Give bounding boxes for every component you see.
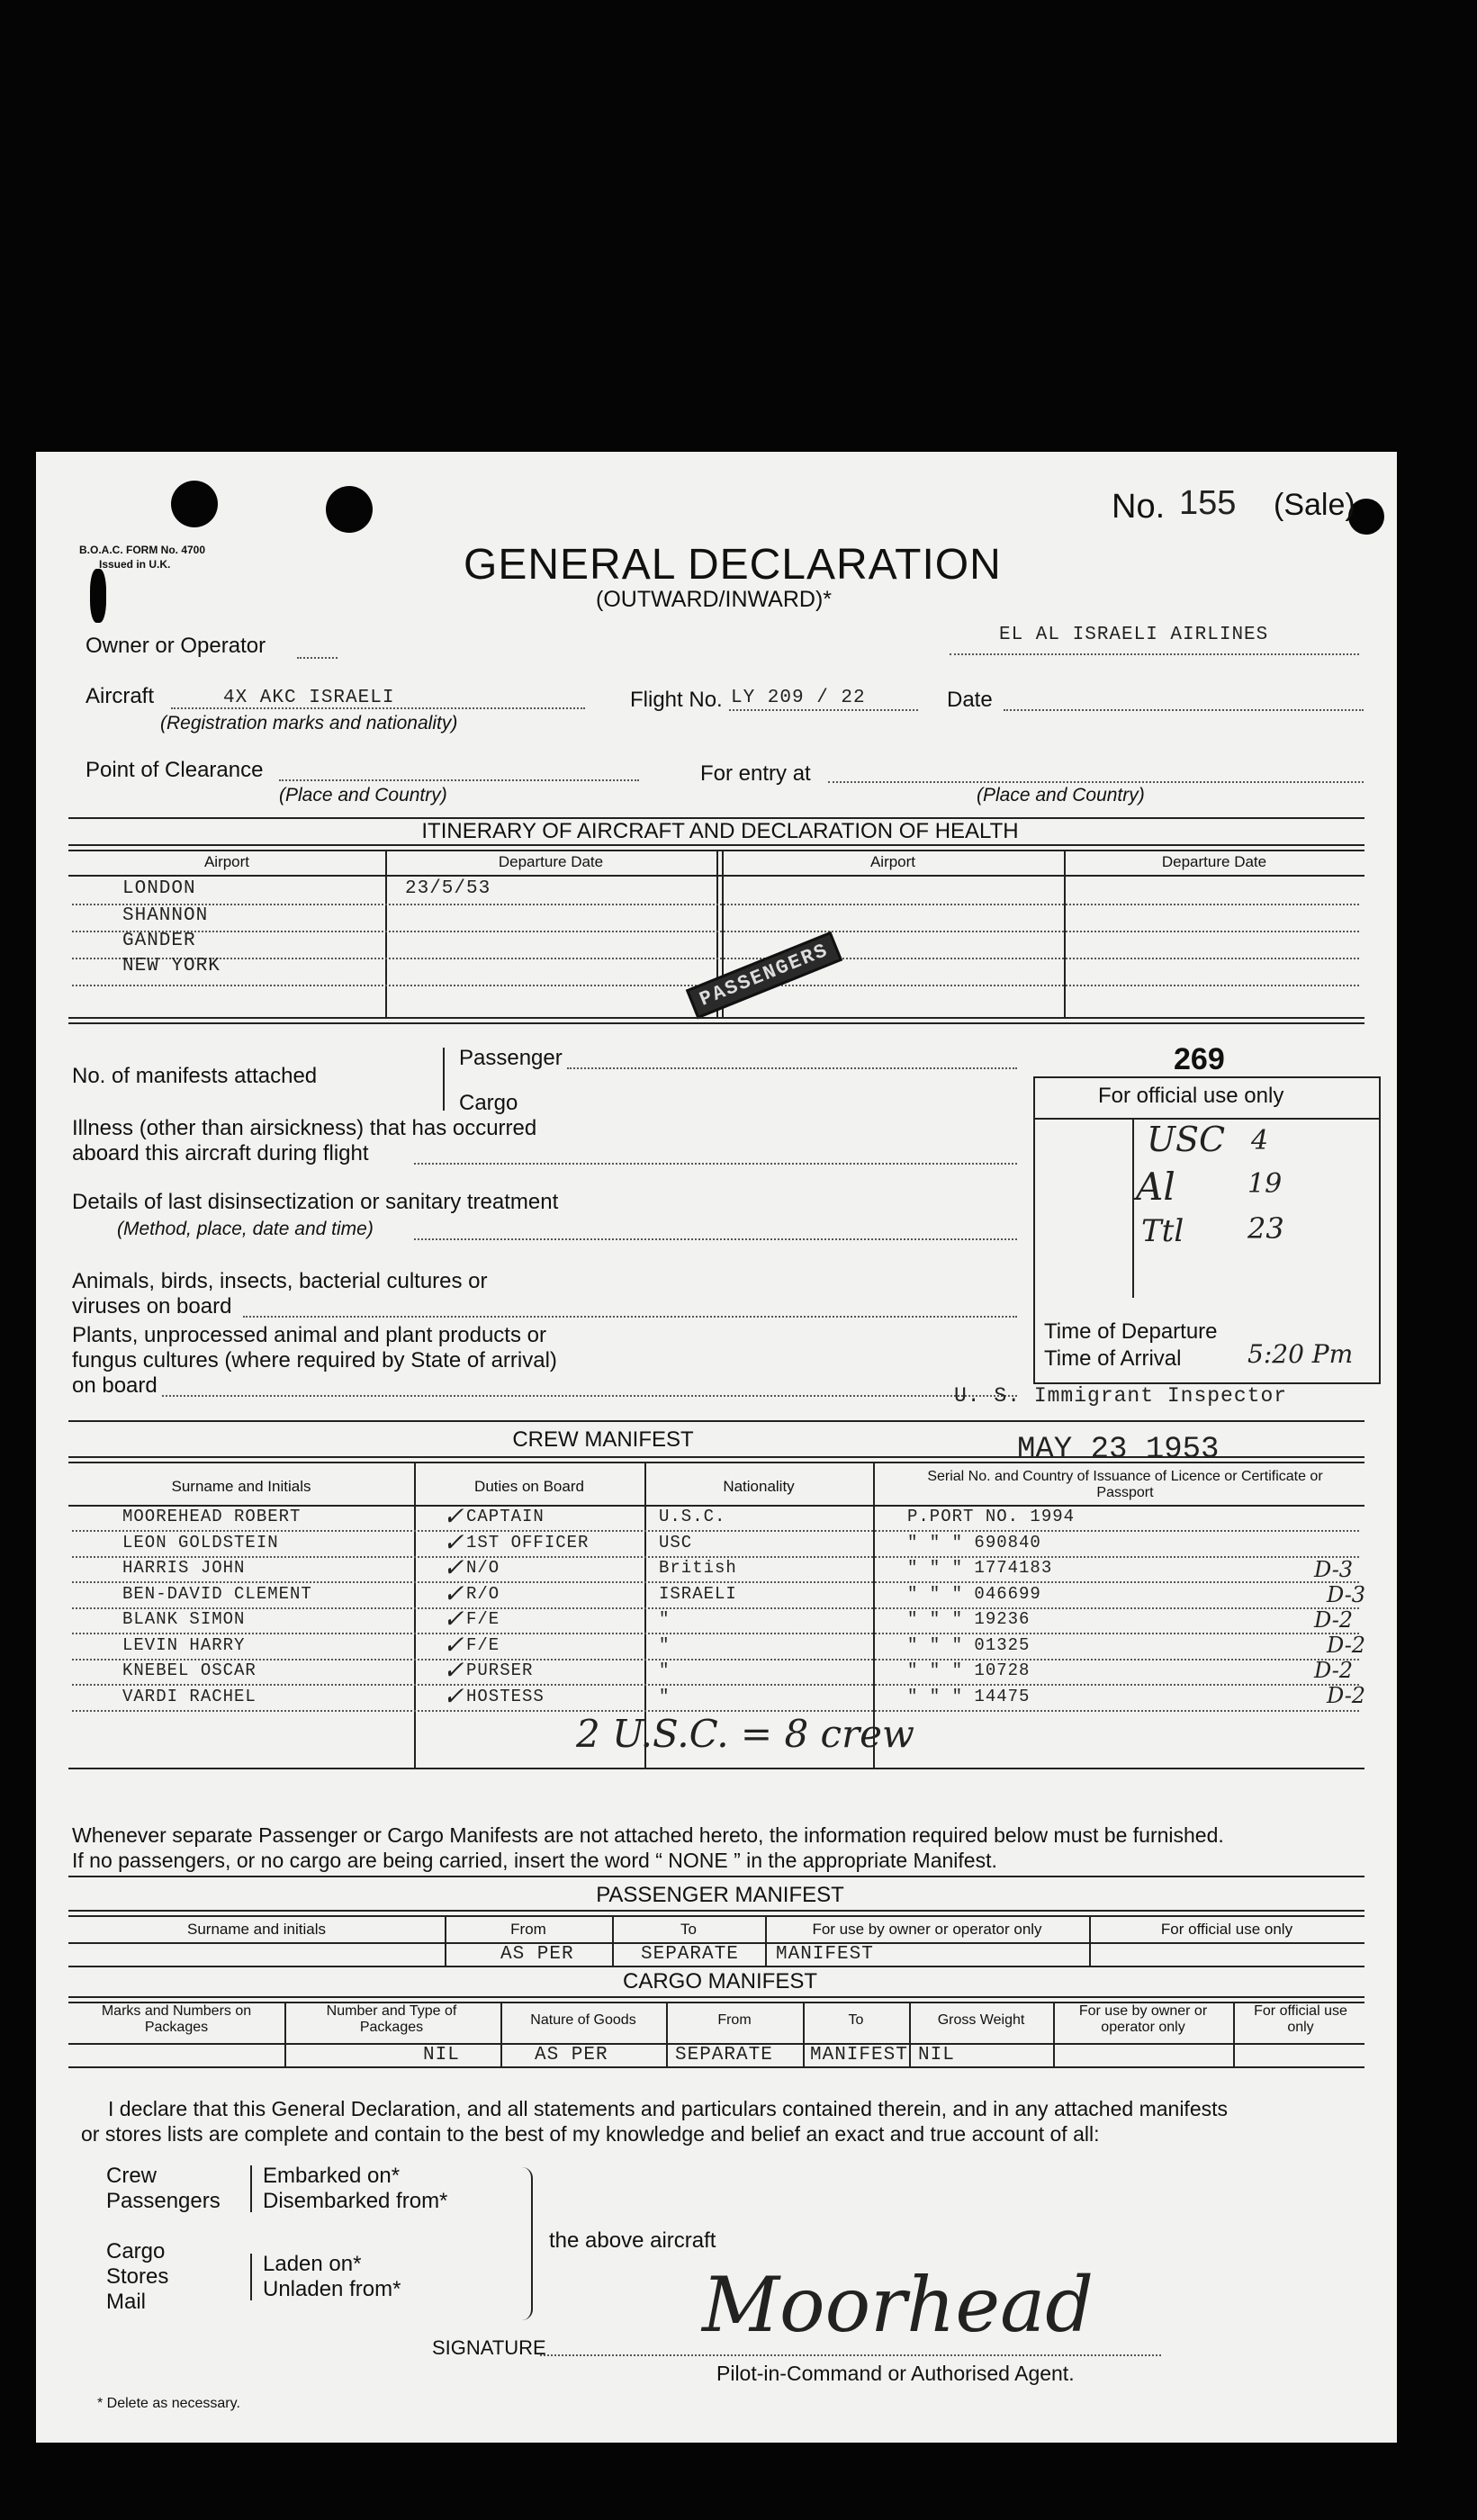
inspector-stamp: U. S. Immigrant Inspector bbox=[954, 1384, 1288, 1408]
cargo-count-label: Cargo bbox=[459, 1091, 518, 1115]
crew-name: KNEBEL OSCAR bbox=[122, 1660, 257, 1680]
signature-label: SIGNATURE bbox=[432, 2336, 546, 2359]
form-code: B.O.A.C. FORM No. 4700 bbox=[79, 544, 206, 556]
torn-corner-mark bbox=[90, 569, 106, 623]
crew-licence: " " " 19236 bbox=[907, 1609, 1031, 1629]
crew-row-line bbox=[72, 1684, 1359, 1686]
official-number: 269 bbox=[1174, 1042, 1225, 1076]
crew-nationality: " bbox=[659, 1634, 671, 1655]
crew-licence: " " " 690840 bbox=[907, 1532, 1041, 1552]
declaration-crew: Crew bbox=[106, 2164, 158, 2188]
notice-line-1: Whenever separate Passenger or Cargo Manifests are not attached hereto, the information required below must be furnished. bbox=[72, 1823, 1224, 1847]
cargo-value-weight: NIL bbox=[918, 2045, 955, 2066]
check-mark-icon: ✓ bbox=[443, 1655, 464, 1685]
crew-duty: CAPTAIN bbox=[466, 1507, 545, 1526]
declaration-cargo: Cargo bbox=[106, 2239, 166, 2264]
crew-licence: " " " 1774183 bbox=[907, 1558, 1053, 1578]
itinerary-airport-3: GANDER bbox=[122, 931, 196, 951]
form-subtitle: (OUTWARD/INWARD)* bbox=[596, 587, 832, 612]
cargo-header-weight: Gross Weight bbox=[937, 2012, 1025, 2028]
crew-name: LEVIN HARRY bbox=[122, 1634, 246, 1655]
clearance-line bbox=[279, 779, 639, 781]
itinerary-airport-2: SHANNON bbox=[122, 905, 209, 926]
declaration-embarked: Embarked on* bbox=[263, 2164, 401, 2188]
passenger-value-2: SEPARATE bbox=[641, 1944, 739, 1965]
owner-label: Owner or Operator bbox=[86, 634, 266, 658]
declaration-passengers: Passengers bbox=[106, 2189, 221, 2213]
crew-row-line bbox=[72, 1633, 1359, 1634]
itinerary-header-date-2: Departure Date bbox=[1161, 853, 1267, 870]
declaration-laden: Laden on* bbox=[263, 2252, 362, 2276]
crew-duty: F/E bbox=[466, 1609, 500, 1629]
official-num-1: 4 bbox=[1251, 1125, 1269, 1156]
crew-licence: " " " 01325 bbox=[907, 1634, 1031, 1655]
declaration-form bbox=[36, 452, 1397, 2443]
punch-hole-left bbox=[171, 481, 218, 527]
side-mark: D-2 bbox=[1327, 1683, 1366, 1708]
aircraft-value: 4X AKC ISRAELI bbox=[223, 688, 395, 708]
check-mark-icon: ✓ bbox=[443, 1629, 464, 1660]
crew-nationality: USC bbox=[659, 1532, 693, 1552]
cargo-value-3: MANIFEST bbox=[810, 2045, 908, 2066]
crew-licence: " " " 10728 bbox=[907, 1660, 1031, 1680]
passenger-header-to: To bbox=[680, 1921, 697, 1938]
crew-duty: R/O bbox=[466, 1583, 500, 1604]
time-of-arrival-value: 5:20 Pm bbox=[1247, 1339, 1354, 1369]
cargo-header-to: To bbox=[848, 2012, 864, 2028]
side-mark: D-3 bbox=[1327, 1582, 1366, 1607]
crew-duty: 1ST OFFICER bbox=[466, 1532, 590, 1552]
crew-licence: " " " 046699 bbox=[907, 1583, 1041, 1604]
crew-nationality: " bbox=[659, 1686, 671, 1706]
crew-licence: P.PORT NO. 1994 bbox=[907, 1507, 1076, 1526]
form-number-value: 155 bbox=[1179, 484, 1237, 522]
declaration-disembarked: Disembarked from* bbox=[263, 2189, 448, 2213]
official-num-3: 23 bbox=[1247, 1211, 1284, 1246]
passengers-stamp bbox=[686, 932, 842, 1020]
declaration-stores: Stores bbox=[106, 2264, 169, 2289]
declaration-above-aircraft: the above aircraft bbox=[549, 2228, 716, 2253]
animals-line bbox=[243, 1316, 1017, 1318]
crew-row-line bbox=[72, 1659, 1359, 1660]
form-number-label: No. bbox=[1112, 488, 1166, 526]
pilot-signature: Moorhead bbox=[702, 2261, 1094, 2349]
crew-duty: PURSER bbox=[466, 1660, 534, 1680]
passenger-count-label: Passenger bbox=[459, 1046, 563, 1070]
side-mark: D-2 bbox=[1327, 1633, 1366, 1658]
clearance-label: Point of Clearance bbox=[86, 758, 264, 782]
signature-line bbox=[540, 2354, 1161, 2356]
flight-value: LY 209 / 22 bbox=[731, 688, 866, 708]
time-of-arrival-label: Time of Arrival bbox=[1044, 1346, 1182, 1371]
illness-line bbox=[414, 1163, 1017, 1165]
flight-line bbox=[729, 709, 918, 711]
passenger-header-from: From bbox=[510, 1921, 546, 1938]
crew-nationality: U.S.C. bbox=[659, 1507, 726, 1526]
check-mark-icon: ✓ bbox=[443, 1526, 464, 1557]
clearance-note: (Place and Country) bbox=[279, 785, 447, 806]
itinerary-airport-1: LONDON bbox=[122, 878, 196, 899]
crew-handnote: 2 U.S.C. = 8 crew bbox=[576, 1712, 914, 1756]
notice-line-2: If no passengers, or no cargo are being carried, insert the word “ NONE ” in the appropriate Manifest. bbox=[72, 1849, 997, 1872]
disinsect-line bbox=[414, 1238, 1017, 1240]
crew-name: MOOREHEAD ROBERT bbox=[122, 1507, 302, 1526]
manifests-brace bbox=[443, 1048, 454, 1111]
declaration-unladen: Unladen from* bbox=[263, 2277, 401, 2301]
cargo-header-official: For official use only bbox=[1254, 2003, 1347, 2035]
animals-line-1: Animals, birds, insects, bacterial cultures or bbox=[72, 1269, 488, 1293]
disinsect-line-1: Details of last disinsectization or sanitary treatment bbox=[72, 1190, 559, 1214]
passenger-count-line bbox=[567, 1067, 1017, 1069]
crew-row-line bbox=[72, 1607, 1359, 1609]
plants-line-1: Plants, unprocessed animal and plant products or bbox=[72, 1323, 546, 1347]
check-mark-icon: ✓ bbox=[443, 1604, 464, 1634]
date-line bbox=[1004, 709, 1364, 711]
punch-hole-middle bbox=[326, 486, 373, 533]
entry-note: (Place and Country) bbox=[977, 785, 1145, 806]
owner-line-left bbox=[297, 657, 338, 659]
pilot-caption: Pilot-in-Command or Authorised Agent. bbox=[716, 2362, 1075, 2385]
declaration-text-2: or stores lists are complete and contain to the best of my knowledge and belief an exact and true account of all: bbox=[81, 2122, 1100, 2146]
itinerary-header-airport-2: Airport bbox=[869, 853, 916, 870]
crew-header-nationality: Nationality bbox=[723, 1478, 795, 1495]
crew-duty: F/E bbox=[466, 1634, 500, 1655]
cargo-manifest-title: CARGO MANIFEST bbox=[622, 1969, 817, 1994]
footnote: * Delete as necessary. bbox=[97, 2396, 240, 2411]
passenger-manifest-title: PASSENGER MANIFEST bbox=[596, 1883, 844, 1907]
animals-line-2: viruses on board bbox=[72, 1294, 232, 1318]
disinsect-note: (Method, place, date and time) bbox=[117, 1219, 374, 1239]
crew-header-name: Surname and Initials bbox=[171, 1478, 311, 1495]
official-use-box bbox=[1033, 1076, 1381, 1384]
crew-name: HARRIS JOHN bbox=[122, 1558, 246, 1578]
declaration-mail: Mail bbox=[106, 2290, 147, 2314]
date-label: Date bbox=[947, 688, 993, 712]
crew-title: CREW MANIFEST bbox=[512, 1427, 694, 1452]
cargo-header-marks: Marks and Numbers on Packages bbox=[101, 2003, 252, 2035]
aircraft-label: Aircraft bbox=[86, 684, 155, 708]
arrival-date-stamp: MAY 23 1953 bbox=[1017, 1433, 1220, 1467]
official-hand-3: Ttl bbox=[1141, 1213, 1184, 1249]
cargo-value-2: SEPARATE bbox=[675, 2045, 773, 2066]
crew-duty: N/O bbox=[466, 1558, 500, 1578]
official-use-title: For official use only bbox=[1098, 1084, 1284, 1108]
crew-nationality: " bbox=[659, 1660, 671, 1680]
cargo-value-1: AS PER bbox=[535, 2045, 608, 2066]
declaration-text-1: I declare that this General Declaration, and all statements and particulars contained therein, and in any attached manifests bbox=[108, 2097, 1228, 2120]
cargo-header-owner: For use by owner or operator only bbox=[1078, 2003, 1208, 2035]
plants-line-2: fungus cultures (where required by State of arrival) bbox=[72, 1348, 557, 1372]
illness-line-1: Illness (other than airsickness) that has occurred bbox=[72, 1116, 537, 1140]
owner-line bbox=[950, 653, 1359, 655]
crew-nationality: British bbox=[659, 1558, 737, 1578]
passenger-header-official: For official use only bbox=[1160, 1921, 1293, 1938]
passenger-header-name: Surname and initials bbox=[186, 1921, 327, 1938]
crew-licence: " " " 14475 bbox=[907, 1686, 1031, 1706]
itinerary-departure-date: 23/5/53 bbox=[405, 878, 491, 899]
crew-name: BLANK SIMON bbox=[122, 1609, 246, 1629]
itinerary-airport-4: NEW YORK bbox=[122, 956, 221, 976]
passengers-stamp-text: PASSENGERS bbox=[696, 939, 833, 1012]
form-issued: Issued in U.K. bbox=[99, 558, 171, 571]
crew-name: VARDI RACHEL bbox=[122, 1686, 257, 1706]
itinerary-title: ITINERARY OF AIRCRAFT AND DECLARATION OF HEALTH bbox=[421, 819, 1019, 843]
laden-brace bbox=[250, 2254, 259, 2300]
official-hand-2: Al bbox=[1136, 1165, 1175, 1209]
aircraft-note: (Registration marks and nationality) bbox=[160, 713, 458, 734]
cargo-header-from: From bbox=[717, 2012, 752, 2028]
cargo-header-number: Number and Type of Packages bbox=[326, 2003, 457, 2035]
crew-name: LEON GOLDSTEIN bbox=[122, 1532, 279, 1552]
aircraft-line bbox=[171, 707, 585, 709]
above-aircraft-brace bbox=[522, 2167, 533, 2320]
side-mark: D-2 bbox=[1314, 1607, 1354, 1633]
illness-line-2: aboard this aircraft during flight bbox=[72, 1141, 369, 1166]
crew-duty: HOSTESS bbox=[466, 1686, 545, 1706]
side-mark: D-3 bbox=[1314, 1557, 1354, 1582]
official-num-2: 19 bbox=[1247, 1168, 1283, 1200]
entry-label: For entry at bbox=[700, 761, 811, 786]
flight-label: Flight No. bbox=[630, 688, 723, 712]
crew-header-licence: Serial No. and Country of Issuance of Licence or Certificate or Passport bbox=[927, 1469, 1323, 1500]
passenger-header-owner: For use by owner or operator only bbox=[812, 1921, 1042, 1938]
official-hand-1: USC bbox=[1147, 1120, 1226, 1159]
passenger-value-3: MANIFEST bbox=[776, 1944, 874, 1965]
entry-line bbox=[828, 781, 1364, 783]
side-mark: D-2 bbox=[1314, 1658, 1354, 1683]
owner-value: EL AL ISRAELI AIRLINES bbox=[999, 625, 1269, 645]
passenger-value-1: AS PER bbox=[500, 1944, 574, 1965]
cargo-header-nature: Nature of Goods bbox=[530, 2012, 636, 2028]
check-mark-icon: ✓ bbox=[443, 1680, 464, 1711]
check-mark-icon: ✓ bbox=[443, 1501, 464, 1531]
check-mark-icon: ✓ bbox=[443, 1578, 464, 1608]
plants-line bbox=[162, 1395, 1017, 1397]
embark-brace bbox=[250, 2165, 259, 2212]
form-title: GENERAL DECLARATION bbox=[464, 541, 1002, 589]
itinerary-header-airport-1: Airport bbox=[203, 853, 250, 870]
crew-header-duties: Duties on Board bbox=[474, 1478, 584, 1495]
sale-label: (Sale) bbox=[1274, 488, 1355, 522]
crew-nationality: ISRAELI bbox=[659, 1583, 737, 1604]
crew-nationality: " bbox=[659, 1609, 671, 1629]
check-mark-icon: ✓ bbox=[443, 1552, 464, 1582]
crew-name: BEN-DAVID CLEMENT bbox=[122, 1583, 312, 1604]
manifests-label: No. of manifests attached bbox=[72, 1064, 318, 1088]
plants-line-3: on board bbox=[72, 1373, 158, 1398]
cargo-value-packages: NIL bbox=[423, 2045, 460, 2066]
time-of-departure-label: Time of Departure bbox=[1044, 1319, 1218, 1344]
itinerary-header-date-1: Departure Date bbox=[498, 853, 604, 870]
